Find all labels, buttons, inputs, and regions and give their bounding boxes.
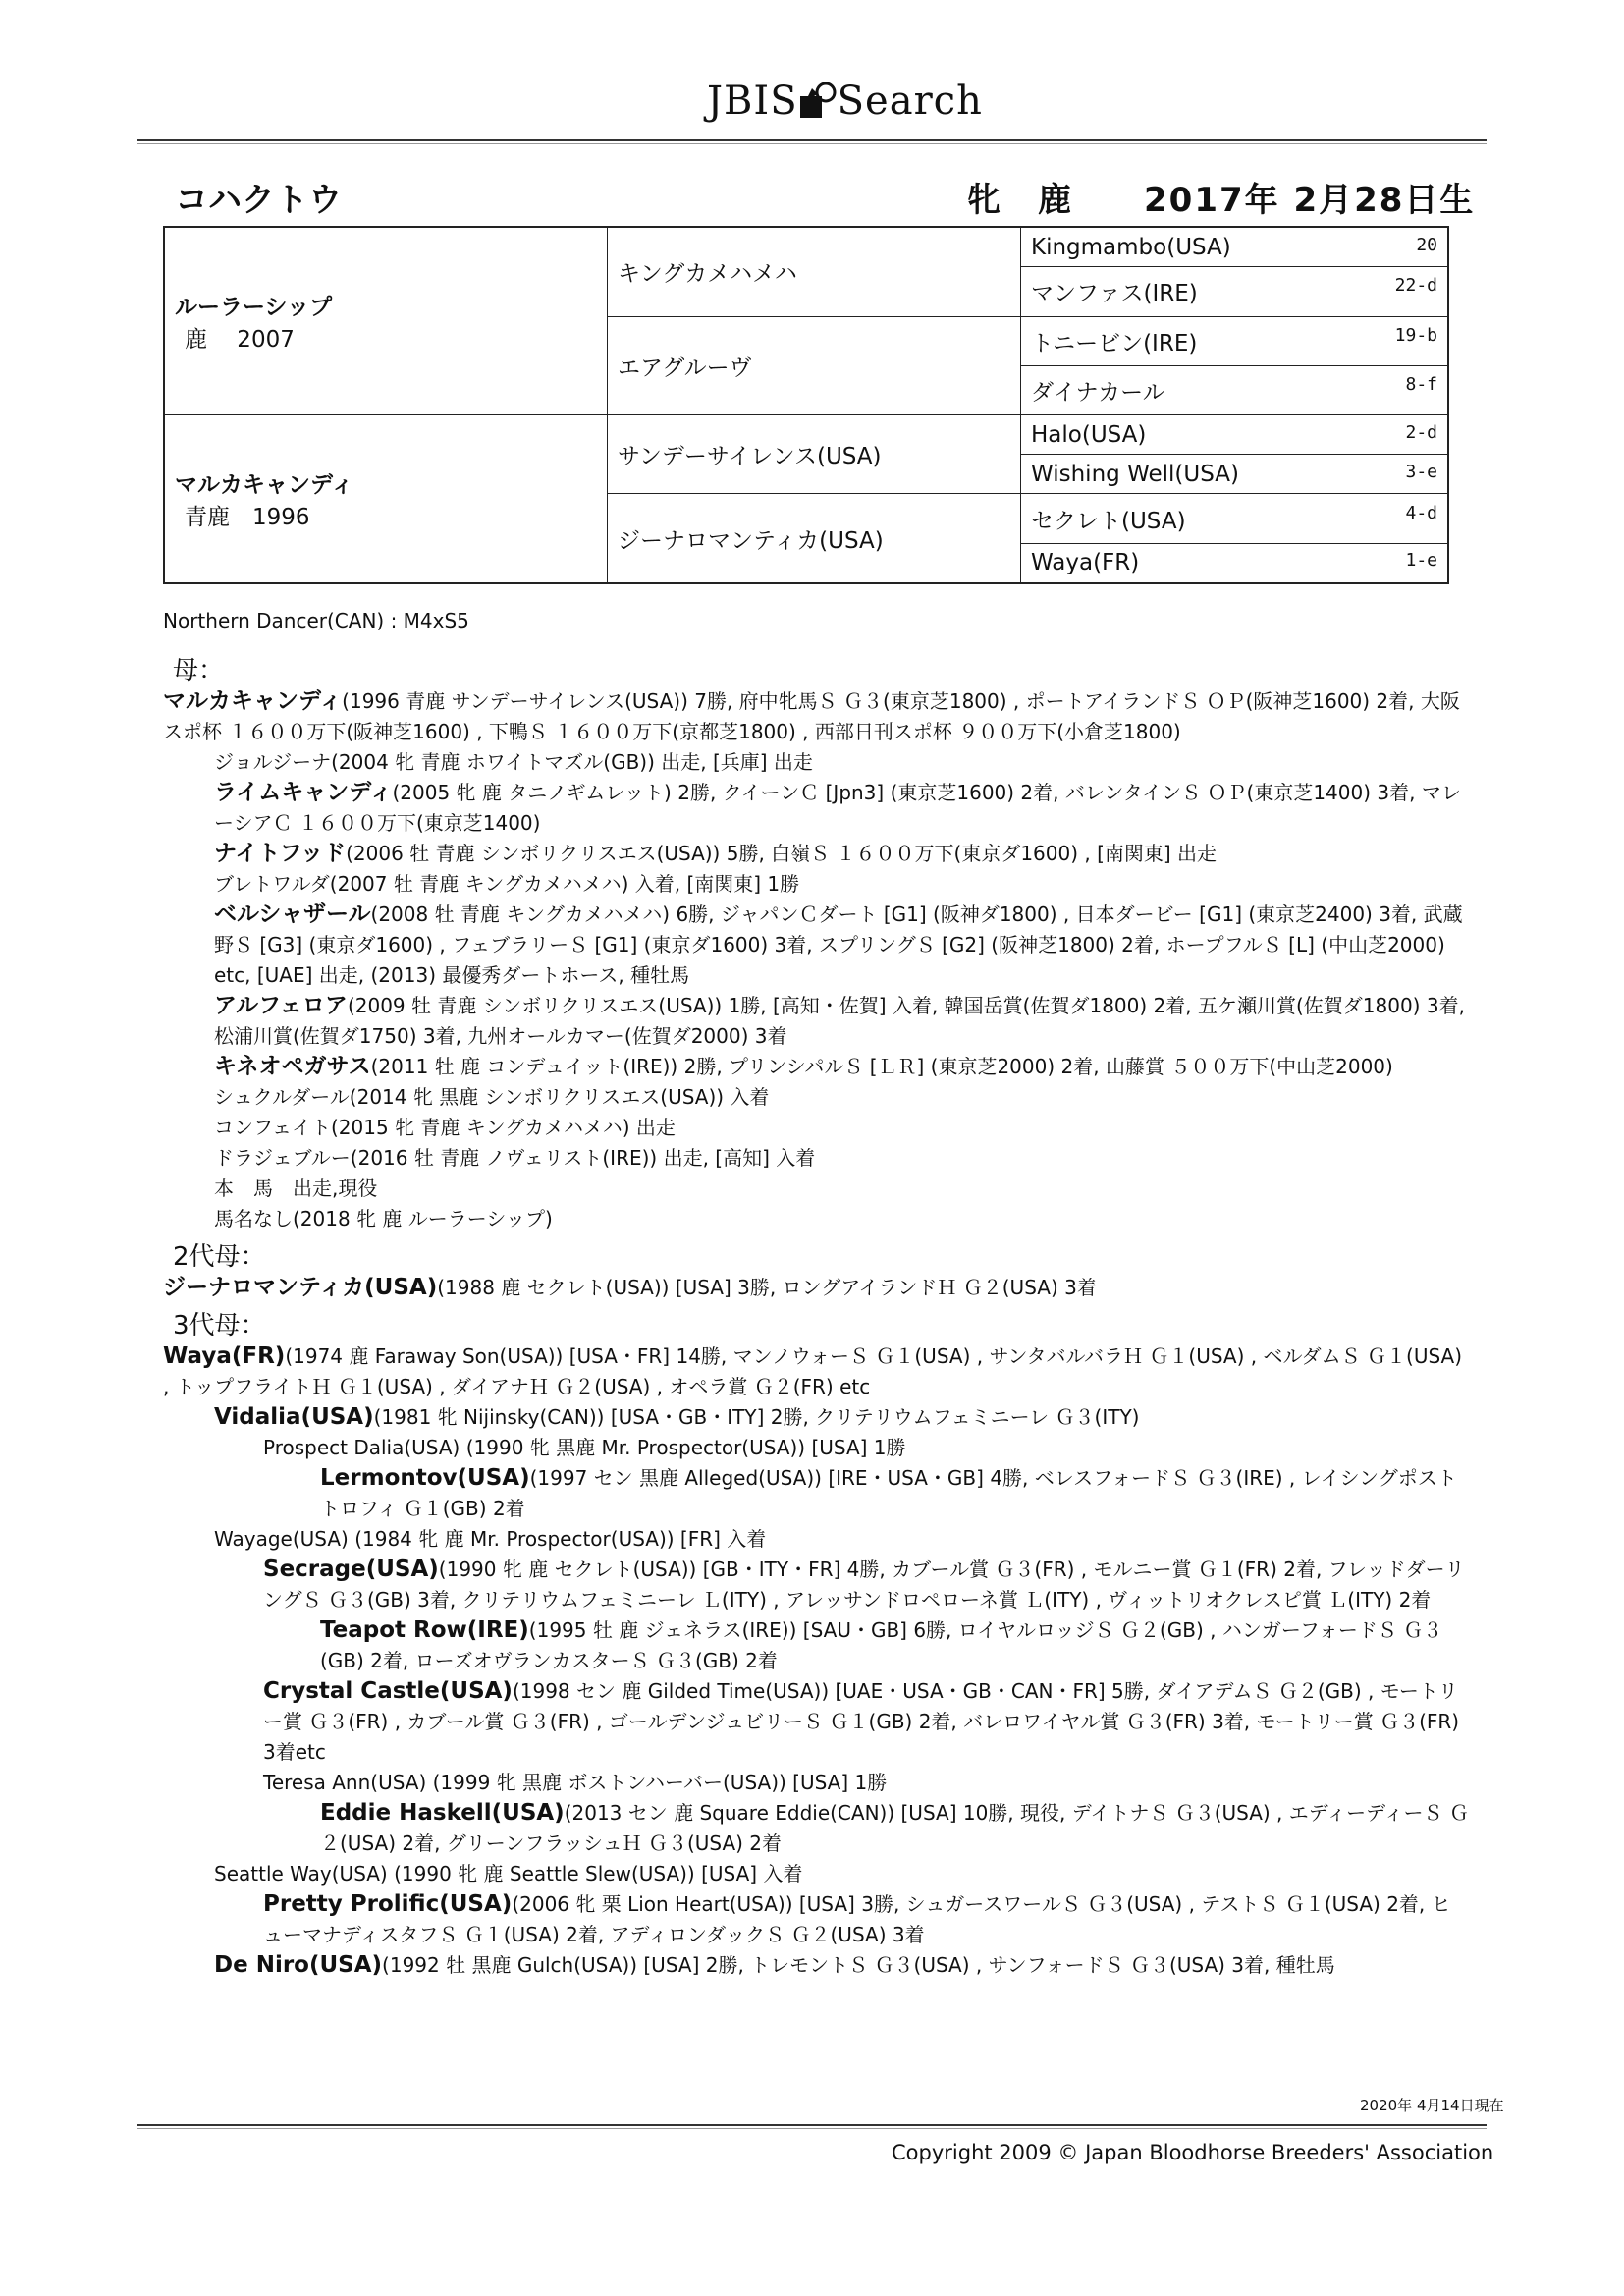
offspring-text: コンフェイト(2015 牝 青鹿 キングカメハメハ) 出走 <box>214 1116 676 1139</box>
offspring-text: 本 馬 出走,現役 <box>214 1176 378 1200</box>
third-dam-name: Waya(FR) <box>163 1343 286 1369</box>
descendant-text: (1981 牝 Nijinsky(CAN)) [USA・GB・ITY] 2勝, クリテリウムフェミニーレ Ｇ３(ITY) <box>373 1405 1140 1429</box>
descendant-text: (2006 牝 栗 Lion Heart(USA)) [USA] 3勝, シュガースワールＳ Ｇ３(USA) , テストＳ Ｇ１(USA) 2着, ヒューマナディスタフＳ Ｇ１(USA) 2着, アディロンダックＳ Ｇ２(USA) 3着 <box>263 1892 1451 1946</box>
footer-rule <box>137 2124 1487 2129</box>
gg-name: Waya(FR) <box>1031 550 1140 576</box>
descendant-name: Eddie Haskell(USA) <box>320 1800 565 1826</box>
section-heading-2nd-dam: 2代母： <box>173 1242 266 1272</box>
third-dam-record <box>163 1341 1469 1402</box>
offspring-text: (2005 牝 鹿 タニノギムレット) 2勝, クイーンＣ [Jpn3] (東京芝1600) 2着, バレンタインＳ ＯＰ(東京芝1400) 3着, マレーシアＣ １６００万下(東京芝1400) <box>214 781 1461 835</box>
gg-family: 20 <box>1416 234 1437 255</box>
offspring-item <box>163 1082 1469 1113</box>
gg-cell <box>1021 227 1449 267</box>
gg-name: セクレト(USA) <box>1031 508 1186 534</box>
horse-logo-icon <box>798 81 838 120</box>
gg-cell <box>1021 494 1449 543</box>
offspring-name: ライムキャンディ <box>214 780 393 805</box>
sire-cell <box>164 227 608 415</box>
offspring-text: ジョルジーナ(2004 牝 青鹿 ホワイトマズル(GB)) 出走, [兵庫] 出走 <box>214 750 813 774</box>
gg-cell <box>1021 543 1449 583</box>
descendant-item <box>163 1402 1469 1433</box>
gg-name: トニービン(IRE) <box>1031 330 1198 356</box>
descendant-name: Secrage(USA) <box>263 1557 439 1582</box>
sire-sire: キングカメハメハ <box>608 227 1021 316</box>
inbreeding-note: Northern Dancer(CAN) : M4xS5 <box>163 609 469 632</box>
offspring-name: ナイトフッド <box>214 841 347 866</box>
descendant-item <box>163 1524 1469 1555</box>
descendant-name: Crystal Castle(USA) <box>263 1678 513 1704</box>
descendant-text: (1990 牝 鹿 セクレト(USA)) [GB・ITY・FR] 4勝, カブール賞 Ｇ３(FR) , モルニー賞 Ｇ１(FR) 2着, フレッドダーリングＳ Ｇ３(GB) 3着, クリテリウムフェミニーレ Ｌ(ITY) , アレッサンドロペローネ賞 Ｌ(ITY) , ヴィットリオクレスピ賞 Ｌ(ITY) 2着 <box>263 1558 1465 1612</box>
descendant-text: (1997 セン 黒鹿 Alleged(USA)) [IRE・USA・GB] 4勝, ベレスフォードＳ Ｇ３(IRE) , レイシングポストトロフィ Ｇ１(GB) 2着 <box>320 1466 1457 1520</box>
offspring-text: シュクルダール(2014 牝 黒鹿 シンボリクリスエス(USA)) 入着 <box>214 1085 770 1109</box>
descendant-text: (2013 セン 鹿 Square Eddie(CAN)) [USA] 10勝, 現役, デイトナＳ Ｇ３(USA) , エディーディーＳ Ｇ２(USA) 2着, グリーンフラッシュＨ Ｇ３(USA) 2着 <box>320 1801 1469 1855</box>
gg-family: 3-e <box>1405 461 1437 482</box>
offspring-item <box>163 1052 1469 1082</box>
third-dam-text: (1974 鹿 Faraway Son(USA)) [USA・FR] 14勝, マンノウォーＳ Ｇ１(USA) , サンタバルバラＨ Ｇ１(USA) , ベルダムＳ Ｇ１(USA) , トップフライトＨ Ｇ１(USA) , ダイアナＨ Ｇ２(USA) , オペラ賞 Ｇ２(FR) etc <box>163 1344 1463 1398</box>
descendant-name: Vidalia(USA) <box>214 1404 374 1430</box>
offspring-text: (2009 牡 青鹿 シンボリクリスエス(USA)) 1勝, [高知・佐賀] 入着, 韓国岳賞(佐賀ダ1800) 2着, 五ケ瀬川賞(佐賀ダ1800) 3着, 松浦川賞(佐賀ダ1750) 3着, 九州オールカマー(佐賀ダ2000) 3着 <box>214 994 1465 1048</box>
descendant-name: Lermontov(USA) <box>320 1465 530 1491</box>
descendant-text: Wayage(USA) (1984 牝 鹿 Mr. Prospector(USA)) [FR] 入着 <box>214 1527 767 1551</box>
descendant-text: (1995 牡 鹿 ジェネラス(IRE)) [SAU・GB] 6勝, ロイヤルロッジＳ Ｇ２(GB) , ハンガーフォードＳ Ｇ３(GB) 2着, ローズオヴランカスターＳ Ｇ３(GB) 2着 <box>320 1618 1443 1672</box>
second-dam-record <box>163 1273 1469 1303</box>
pedigree-table <box>163 226 1449 584</box>
descendant-item <box>163 1615 1469 1676</box>
offspring-name: キネオペガサス <box>214 1054 371 1079</box>
gg-cell <box>1021 267 1449 316</box>
offspring-item <box>163 1113 1469 1143</box>
gg-family: 19-b <box>1394 324 1437 346</box>
dam-cell <box>164 415 608 583</box>
descendant-text: (1992 牡 黒鹿 Gulch(USA)) [USA] 2勝, トレモントＳ Ｇ３(USA) , サンフォードＳ Ｇ３(USA) 3着, 種牡馬 <box>382 1953 1335 1977</box>
dam-name: マルカキャンディ <box>175 472 354 499</box>
offspring-item <box>163 1204 1469 1234</box>
gg-cell <box>1021 365 1449 414</box>
gg-name: マンファス(IRE) <box>1031 281 1198 307</box>
gg-cell <box>1021 415 1449 455</box>
descendant-name: De Niro(USA) <box>214 1952 383 1978</box>
descendant-item <box>163 1798 1469 1859</box>
offspring-item <box>163 778 1469 839</box>
jbis-search-logo <box>707 79 983 124</box>
descendant-item <box>163 1433 1469 1463</box>
descendant-text: Prospect Dalia(USA) (1990 牝 黒鹿 Mr. Prospector(USA)) [USA] 1勝 <box>263 1436 906 1459</box>
dam-record <box>163 686 1469 747</box>
section-heading-3rd-dam: 3代母： <box>173 1311 266 1340</box>
offspring-text: (2008 牡 青鹿 キングカメハメハ) 6勝, ジャパンＣダート [G1] (阪神ダ1800) , 日本ダービー [G1] (東京芝2400) 3着, 武蔵野Ｓ [G3] (東京ダ1600) , フェブラリーＳ [G1] (東京ダ1600) 3着, スプリングＳ [G2] (阪神芝1800) 2着, ホープフルＳ [L] (中山芝2000) etc, [UAE] 出走, (2013) 最優秀ダートホース, 種牡馬 <box>214 902 1463 987</box>
gg-family: 4-d <box>1405 502 1437 523</box>
descendant-item <box>163 1768 1469 1798</box>
offspring-name: ベルシャザール <box>214 902 371 927</box>
gg-family: 2-d <box>1405 421 1437 443</box>
offspring-text: 馬名なし(2018 牝 鹿 ルーラーシップ) <box>214 1207 553 1230</box>
dam-record-name: マルカキャンディ <box>163 688 343 714</box>
offspring-item <box>163 869 1469 900</box>
section-heading-dam: 母： <box>173 656 225 685</box>
descendant-item <box>163 1859 1469 1889</box>
dam-info: 青鹿 1996 <box>185 505 310 531</box>
family-record <box>163 648 1469 1981</box>
dam-record-text: (1996 青鹿 サンデーサイレンス(USA)) 7勝, 府中牝馬Ｓ Ｇ３(東京芝1800) , ポートアイランドＳ ＯＰ(阪神芝1600) 2着, 大阪スポ杯 １６００万下(阪神芝1600) , 下鴨Ｓ １６００万下(京都芝1800) , 西部日刊スポ杯 ９００万下(小倉芝1800) <box>163 689 1460 743</box>
offspring-item <box>163 1143 1469 1174</box>
offspring-item <box>163 747 1469 778</box>
gg-family: 22-d <box>1394 275 1437 297</box>
gg-name: Wishing Well(USA) <box>1031 461 1239 487</box>
logo-text-right: Search <box>837 79 983 124</box>
descendant-text: (1998 セン 鹿 Gilded Time(USA)) [UAE・USA・GB・CAN・FR] 5勝, ダイアデムＳ Ｇ２(GB) , モートリー賞 Ｇ３(FR) , カブール賞 Ｇ３(FR) , ゴールデンジュビリーＳ Ｇ１(GB) 2着, バレロワイヤル賞 Ｇ３(FR) 3着, モートリー賞 Ｇ３(FR) 3着etc <box>263 1679 1460 1764</box>
descendant-item <box>163 1555 1469 1615</box>
gg-family: 1-e <box>1405 550 1437 572</box>
offspring-item <box>163 900 1469 991</box>
logo-text-left: JBIS <box>707 79 798 124</box>
descendant-name: Teapot Row(IRE) <box>320 1617 529 1643</box>
horse-info: 牝 鹿 2017年 2月28日生 <box>967 181 1476 220</box>
gg-family: 8-f <box>1405 374 1437 396</box>
gg-name: ダイナカール <box>1031 380 1165 407</box>
offspring-list <box>163 747 1469 1234</box>
gg-cell <box>1021 455 1449 494</box>
offspring-text: (2006 牡 青鹿 シンボリクリスエス(USA)) 5勝, 白嶺Ｓ １６００万下(東京ダ1600) , [南関東] 出走 <box>346 842 1218 865</box>
as-of-date: 2020年 4月14日現在 <box>1360 2097 1504 2114</box>
descendant-item <box>163 1889 1469 1950</box>
gg-cell <box>1021 316 1449 365</box>
gg-name: Halo(USA) <box>1031 421 1147 448</box>
horse-name: コハクトウ <box>175 181 342 220</box>
offspring-text: ブレトワルダ(2007 牡 青鹿 キングカメハメハ) 入着, [南関東] 1勝 <box>214 872 800 896</box>
descendant-tree <box>163 1402 1469 1981</box>
dam-sire: サンデーサイレンス(USA) <box>608 415 1021 494</box>
second-dam-text: (1988 鹿 セクレト(USA)) [USA] 3勝, ロングアイランドＨ Ｇ２(USA) 3着 <box>437 1276 1097 1299</box>
descendant-item <box>163 1950 1469 1981</box>
offspring-text: (2011 牡 鹿 コンデュイット(IRE)) 2勝, プリンシパルＳ [ＬＲ] (東京芝2000) 2着, 山藤賞 ５００万下(中山芝2000) <box>370 1055 1393 1078</box>
offspring-text: ドラジェブルー(2016 牡 青鹿 ノヴェリスト(IRE)) 出走, [高知] 入着 <box>214 1146 816 1170</box>
offspring-name: アルフェロア <box>214 993 348 1018</box>
copyright: Copyright 2009 © Japan Bloodhorse Breeders' Association <box>892 2141 1494 2164</box>
sire-dam: エアグルーヴ <box>608 316 1021 415</box>
offspring-item <box>163 1174 1469 1204</box>
gg-name: Kingmambo(USA) <box>1031 234 1231 260</box>
descendant-text: Teresa Ann(USA) (1999 牝 黒鹿 ボストンハーバー(USA)) [USA] 1勝 <box>263 1771 888 1794</box>
second-dam-name: ジーナロマンティカ(USA) <box>163 1275 438 1300</box>
offspring-item <box>163 839 1469 869</box>
descendant-item <box>163 1676 1469 1768</box>
descendant-text: Seattle Way(USA) (1990 牝 鹿 Seattle Slew(USA)) [USA] 入着 <box>214 1862 803 1886</box>
dam-dam: ジーナロマンティカ(USA) <box>608 494 1021 583</box>
sire-info: 鹿 2007 <box>185 327 295 354</box>
offspring-item <box>163 991 1469 1052</box>
descendant-item <box>163 1463 1469 1524</box>
header-rule <box>137 139 1487 144</box>
descendant-name: Pretty Prolific(USA) <box>263 1891 513 1917</box>
sire-name: ルーラーシップ <box>175 295 333 321</box>
